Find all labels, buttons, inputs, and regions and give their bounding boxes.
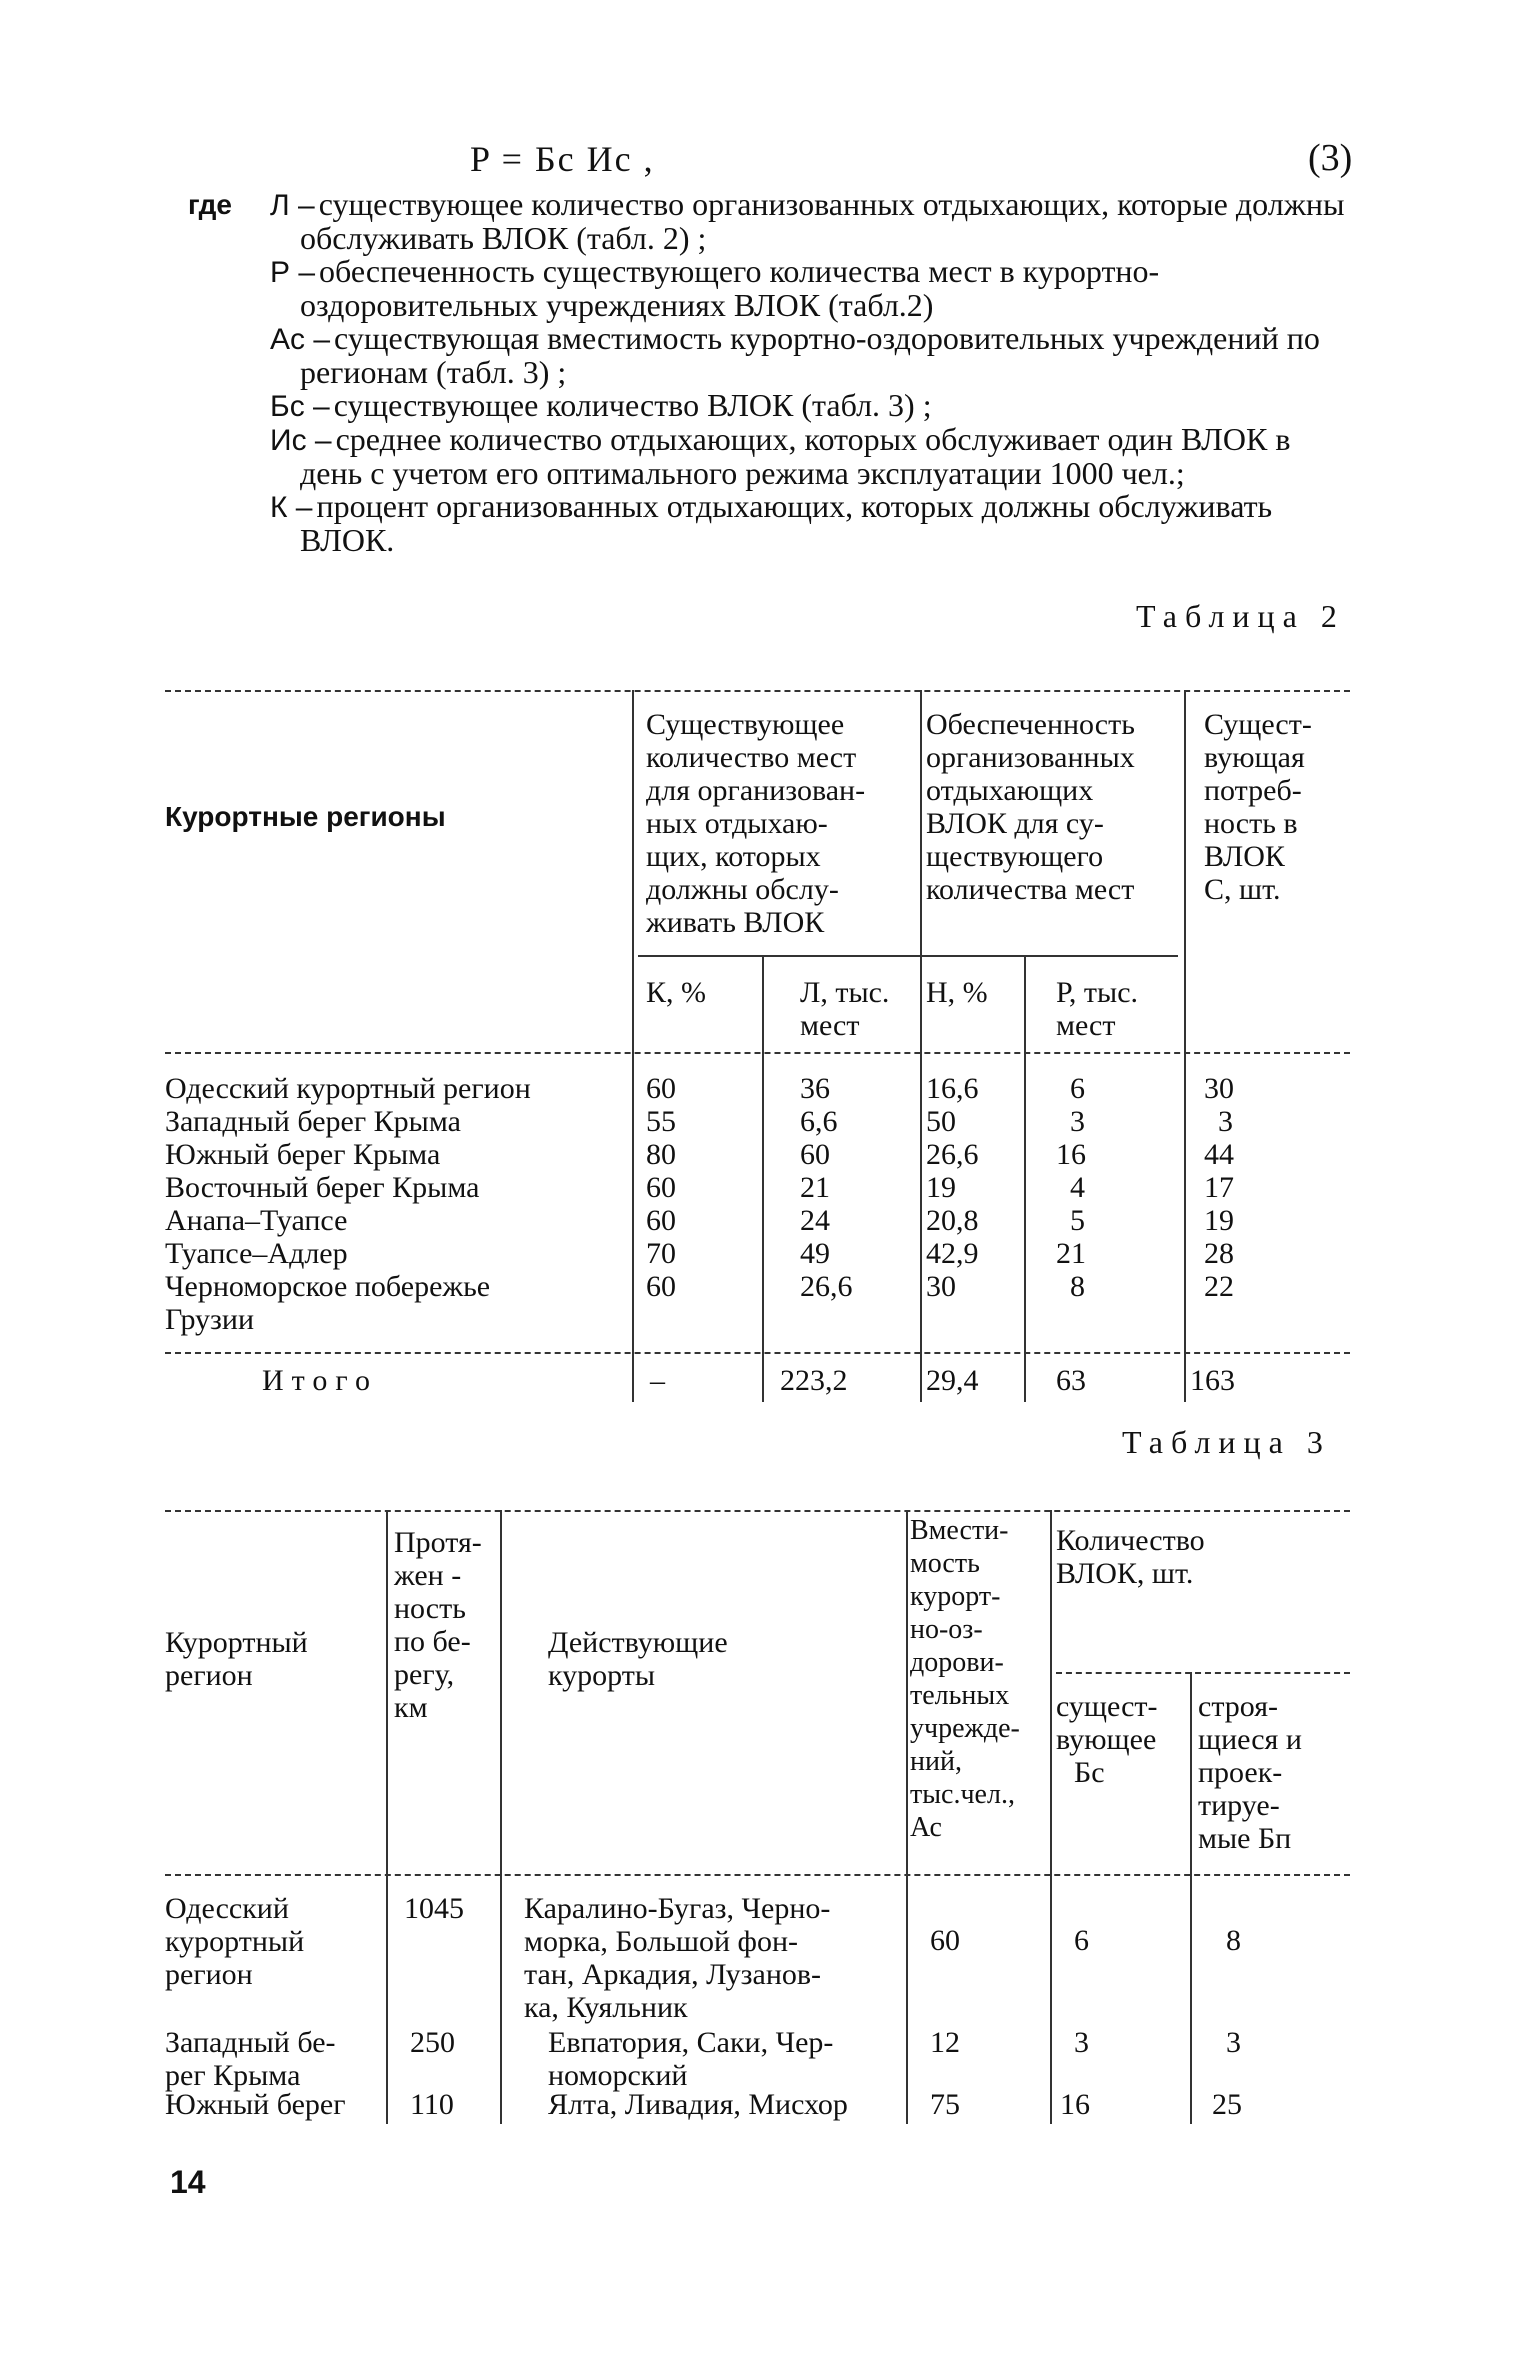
table-cell-length: 250	[410, 2026, 455, 2059]
table-cell-c: 17	[1204, 1171, 1234, 1204]
definition-item	[190, 255, 1360, 322]
table-cell-p: 6	[1070, 1072, 1085, 1105]
table3-col-divider	[500, 1510, 502, 2124]
table-cell-n: 30	[926, 1270, 956, 1303]
table-cell-planned: 3	[1226, 2026, 1241, 2059]
table-cell-c: 30	[1204, 1072, 1234, 1105]
table3-header-resorts: Действующие курорты	[548, 1626, 728, 1692]
table-cell-n: 26,6	[926, 1138, 979, 1171]
table-cell-l: 24	[800, 1204, 830, 1237]
table-row-region: Западный берег Крыма	[165, 1105, 461, 1138]
definitions	[190, 188, 1360, 557]
definition-symbol: Ас –	[270, 323, 331, 356]
definition-text: обеспеченность существующего количества мест в курортно-оздоровительных учреждениях ВЛОК (табл.2)	[300, 253, 1160, 323]
table2-col-divider	[632, 690, 634, 1402]
table-cell-c: 28	[1204, 1237, 1234, 1270]
table-row-region: Одесский курортный регион	[165, 1892, 305, 1991]
table3-col-divider	[906, 1510, 908, 2124]
table2-header-k: К, %	[646, 976, 706, 1009]
table-row-region: Черноморское побережье Грузии	[165, 1270, 491, 1336]
table2-total-c: 163	[1190, 1364, 1235, 1397]
table2-header-n: Н, %	[926, 976, 988, 1009]
table-cell-l: 6,6	[800, 1105, 838, 1138]
table-cell-c: 22	[1204, 1270, 1234, 1303]
table-cell-p: 16	[1056, 1138, 1086, 1171]
table2-header-region: Курортные регионы	[165, 801, 446, 832]
table3-col-divider	[1050, 1510, 1052, 2124]
table-row-region: Южный берег	[165, 2088, 346, 2121]
table3-header-capacity: Вмести- мость курорт- но-оз- дорови- тельных учрежде- ний, тыс.чел., Ас	[910, 1515, 1020, 1843]
table2-total-n: 29,4	[926, 1364, 979, 1397]
table-cell-existing: 6	[1074, 1924, 1089, 1957]
definition-text: существующая вместимость курортно-оздоровительных учреждений по регионам (табл. 3) ;	[300, 320, 1320, 390]
definition-text: среднее количество отдыхающих, которых обслуживает один ВЛОК в день с учетом его оптимального режима эксплуатации 1000 чел.;	[300, 421, 1291, 491]
table3-rule-top	[165, 1510, 1350, 1512]
table2-col-divider	[920, 690, 922, 1402]
definition-item	[190, 389, 1360, 423]
table-row-region: Восточный берег Крыма	[165, 1171, 480, 1204]
table2-rule-total	[165, 1352, 1350, 1354]
definition-text: существующее количество ВЛОК (табл. 3) ;	[333, 387, 932, 423]
definition-symbol: К –	[270, 491, 313, 524]
table3-col-divider	[1190, 1672, 1192, 2124]
definition-symbol: Бс –	[270, 390, 330, 423]
table-cell-l: 49	[800, 1237, 830, 1270]
definition-symbol: Ис –	[270, 424, 332, 457]
definition-item	[190, 423, 1360, 490]
table3-caption: Таблица 3	[1122, 1424, 1331, 1460]
table-row-region: Одесский курортный регион	[165, 1072, 531, 1105]
table-cell-n: 50	[926, 1105, 956, 1138]
table-cell-k: 60	[646, 1072, 676, 1105]
table2-header-need: Сущест- вующая потреб- ность в ВЛОК С, шт.	[1204, 708, 1312, 906]
table2-header-existing: Существующее количество мест для организован- ных отдыхаю- щих, которых должны обслу- живать ВЛОК	[646, 708, 866, 939]
table-cell-l: 21	[800, 1171, 830, 1204]
table-row-region: Западный бе- рег Крыма	[165, 2026, 336, 2092]
table-cell-c: 44	[1204, 1138, 1234, 1171]
table3-rule-header	[165, 1874, 1350, 1876]
table3-rule-subheader	[1056, 1672, 1350, 1674]
table2-header-provision: Обеспеченность организованных отдыхающих ВЛОК для су- ществующего количества мест	[926, 708, 1135, 906]
page-number: 14	[170, 2164, 206, 2200]
where-label: где	[188, 189, 232, 220]
table-cell-k: 60	[646, 1171, 676, 1204]
table2-total-k: –	[650, 1364, 665, 1397]
table-cell-n: 16,6	[926, 1072, 979, 1105]
definition-item	[190, 188, 1360, 255]
table-cell-k: 60	[646, 1270, 676, 1303]
formula: P = Бс Ис ,	[470, 139, 655, 179]
table-cell-k: 70	[646, 1237, 676, 1270]
table-cell-l: 36	[800, 1072, 830, 1105]
table3-col-divider	[386, 1510, 388, 2124]
table-cell-resorts: Каралино-Бугаз, Черно- морка, Большой фон- тан, Аркадия, Лузанов- ка, Куяльник	[524, 1892, 831, 2024]
table-cell-l: 26,6	[800, 1270, 853, 1303]
formula-number: (3)	[1308, 137, 1353, 179]
table-cell-p: 5	[1070, 1204, 1085, 1237]
table3-header-length: Протя- жен - ность по бе- регу, км	[394, 1526, 482, 1724]
table2-col-divider	[1184, 690, 1186, 1402]
table-cell-p: 21	[1056, 1237, 1086, 1270]
table-cell-planned: 8	[1226, 1924, 1241, 1957]
table2-total-l: 223,2	[780, 1364, 848, 1397]
definition-text: процент организованных отдыхающих, которых должны обслуживать ВЛОК.	[300, 488, 1273, 558]
table2-col-divider	[762, 955, 764, 1402]
table3-header-count: Количество ВЛОК, шт.	[1056, 1524, 1205, 1590]
table-row-region: Южный берег Крыма	[165, 1138, 441, 1171]
table3-header-existing: сущест- вующее Бс	[1056, 1690, 1158, 1789]
table2-total-label: Итого	[262, 1364, 378, 1397]
table2-rule-top	[165, 690, 1350, 692]
table-cell-existing: 3	[1074, 2026, 1089, 2059]
table-cell-length: 1045	[404, 1892, 464, 1925]
table-cell-p: 8	[1070, 1270, 1085, 1303]
table2-total-p: 63	[1056, 1364, 1086, 1397]
table-cell-k: 80	[646, 1138, 676, 1171]
table2-col-divider	[1024, 955, 1026, 1402]
table3-header-planned: строя- щиеся и проек- тируе- мые Бп	[1198, 1690, 1302, 1855]
table-cell-resorts: Ялта, Ливадия, Мисхор	[548, 2088, 848, 2121]
table-row-region: Анапа–Туапсе	[165, 1204, 348, 1237]
table2-header-l: Л, тыс. мест	[800, 976, 890, 1042]
table-cell-c: 3	[1218, 1105, 1233, 1138]
definition-item	[190, 322, 1360, 389]
table-cell-capacity: 12	[930, 2026, 960, 2059]
table-cell-n: 42,9	[926, 1237, 979, 1270]
table-cell-length: 110	[410, 2088, 454, 2121]
table2-caption: Таблица 2	[1136, 598, 1345, 634]
table2-header-p: Р, тыс. мест	[1056, 976, 1139, 1042]
table2-rule-header	[165, 1052, 1350, 1054]
table-cell-n: 19	[926, 1171, 956, 1204]
table-cell-k: 60	[646, 1204, 676, 1237]
table-cell-c: 19	[1204, 1204, 1234, 1237]
table-cell-existing: 16	[1060, 2088, 1090, 2121]
table-cell-capacity: 75	[930, 2088, 960, 2121]
table-row-region: Туапсе–Адлер	[165, 1237, 348, 1270]
definition-text: существующее количество организованных отдыхающих, которые должны обслуживать ВЛОК (табл. 2) ;	[300, 186, 1345, 256]
table-cell-n: 20,8	[926, 1204, 979, 1237]
table-cell-l: 60	[800, 1138, 830, 1171]
table-cell-k: 55	[646, 1105, 676, 1138]
table-cell-p: 4	[1070, 1171, 1085, 1204]
table-cell-capacity: 60	[930, 1924, 960, 1957]
table-cell-p: 3	[1070, 1105, 1085, 1138]
table2-rule-subheader	[638, 955, 1178, 957]
table-cell-planned: 25	[1212, 2088, 1242, 2121]
definition-symbol: Л –	[270, 189, 315, 222]
definition-item	[190, 490, 1360, 557]
table-cell-resorts: Евпатория, Саки, Чер- номорский	[548, 2026, 834, 2092]
definition-symbol: Р –	[270, 256, 316, 289]
table3-header-region: Курортный регион	[165, 1626, 308, 1692]
